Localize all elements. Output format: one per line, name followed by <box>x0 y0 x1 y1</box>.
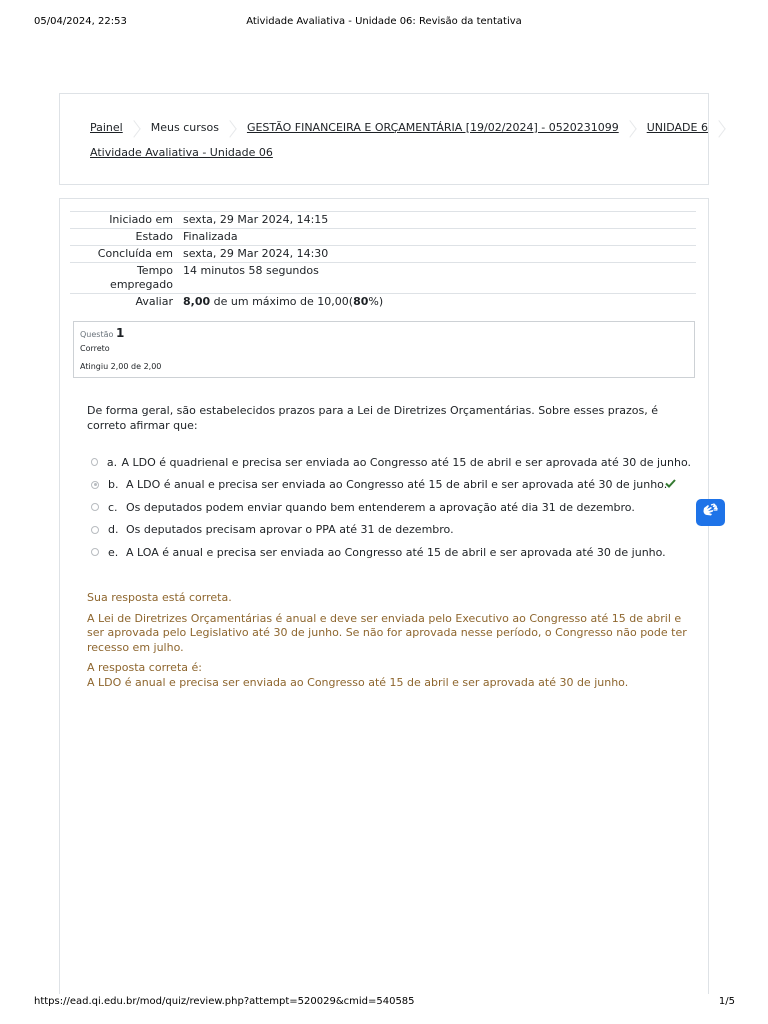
answer-letter: e. <box>108 545 119 559</box>
answer-text: Os deputados podem enviar quando bem entenderem a aprovação até dia 31 de dezembro. <box>126 500 635 514</box>
radio-button[interactable] <box>91 503 99 511</box>
answer-options <box>91 451 691 564</box>
breadcrumb-activity-link[interactable]: Atividade Avaliativa - Unidade 06 <box>90 146 273 159</box>
summary-label-line: empregado <box>110 278 173 291</box>
question-info-box <box>73 321 695 378</box>
feedback-right-answer-label: A resposta correta é: <box>87 661 202 674</box>
answer-option-c[interactable] <box>91 496 691 519</box>
radio-button[interactable] <box>91 548 99 556</box>
print-url: https://ead.qi.edu.br/mod/quiz/review.php?attempt=520029&cmid=540585 <box>34 996 415 1007</box>
sign-language-icon <box>702 503 719 522</box>
summary-row-state <box>70 229 696 246</box>
answer-letter: c. <box>108 500 118 514</box>
answer-letter: b. <box>108 478 119 492</box>
breadcrumb-row <box>90 146 273 159</box>
breadcrumb-painel-link[interactable]: Painel <box>90 120 123 134</box>
feedback-general: A Lei de Diretrizes Orçamentárias é anual e deve ser enviada pelo Executivo ao Congresso até 15 de abril e ser aprovada pelo Legislativo até 30 de junho. Se não for aprovada nesse período, o Congresso não pode ter recesso em julho. <box>87 611 687 654</box>
breadcrumb-separator-icon <box>719 118 725 136</box>
print-datetime: 05/04/2024, 22:53 <box>34 16 127 27</box>
answer-feedback <box>87 591 687 690</box>
answer-text: A LDO é anual e precisa ser enviada ao Congresso até 15 de abril e ser aprovada até 30 de junho. <box>126 478 668 492</box>
summary-value: Finalizada <box>183 230 238 243</box>
answer-option-a[interactable] <box>91 451 691 474</box>
breadcrumb-meus-cursos: Meus cursos <box>150 120 219 134</box>
attempt-summary-table <box>70 211 696 310</box>
summary-value: 14 minutos 58 segundos <box>183 264 319 277</box>
feedback-result: Sua resposta está correta. <box>87 591 232 604</box>
question-grade: Atingiu 2,00 de 2,00 <box>80 362 162 371</box>
summary-value: sexta, 29 Mar 2024, 14:15 <box>183 213 329 226</box>
summary-grade-value <box>183 295 383 309</box>
answer-text: A LOA é anual e precisa ser enviada ao Congresso até 15 de abril e ser aprovada até 30 de junho. <box>126 545 666 559</box>
answer-option-e[interactable] <box>91 541 691 564</box>
summary-label: Iniciado em <box>109 213 173 226</box>
breadcrumb-separator-icon <box>230 118 236 136</box>
answer-text: A LDO é quadrienal e precisa ser enviada ao Congresso até 15 de abril e ser aprovada até 30 de junho. <box>121 455 691 469</box>
summary-row-started <box>70 212 696 229</box>
question-number <box>80 326 124 340</box>
breadcrumb-course-link[interactable]: GESTÃO FINANCEIRA E ORÇAMENTÁRIA [19/02/2024] - 0520231099 <box>246 120 619 134</box>
breadcrumb-unit-link[interactable]: UNIDADE 6 <box>646 120 708 134</box>
print-title: Atividade Avaliativa - Unidade 06: Revisão da tentativa <box>246 16 522 27</box>
print-page-number: 1/5 <box>718 996 735 1007</box>
breadcrumb-separator-icon <box>134 118 140 136</box>
radio-button[interactable] <box>91 458 98 466</box>
question-number-value: 1 <box>115 326 125 340</box>
grade-score: 8,00 <box>183 295 211 308</box>
question-text: De forma geral, são estabelecidos prazos para a Lei de Diretrizes Orçamentárias. Sobre esses prazos, é correto afirmar que: <box>87 404 658 432</box>
answer-option-d[interactable] <box>91 519 691 542</box>
radio-button[interactable] <box>91 526 99 534</box>
grade-middle: de um máximo de 10,00( <box>210 295 354 308</box>
breadcrumb-separator-icon <box>630 118 636 136</box>
breadcrumb-row <box>90 118 725 136</box>
answer-option-b[interactable] <box>91 474 691 497</box>
grade-end: %) <box>368 295 384 308</box>
question-label: Questão <box>80 330 114 339</box>
summary-value: sexta, 29 Mar 2024, 14:30 <box>183 247 329 260</box>
quiz-review-panel <box>59 198 709 994</box>
answer-letter: d. <box>108 523 119 537</box>
question-state: Correto <box>80 344 110 353</box>
summary-label: Estado <box>135 230 173 243</box>
summary-label-line: Tempo <box>136 264 173 277</box>
grade-percent: 80 <box>353 295 369 308</box>
check-icon <box>665 478 676 491</box>
summary-label: Concluída em <box>97 247 173 260</box>
summary-label: Avaliar <box>135 295 173 308</box>
accessibility-button[interactable] <box>696 499 725 526</box>
summary-row-time <box>70 263 696 294</box>
breadcrumb <box>59 93 709 185</box>
radio-button-selected[interactable] <box>91 481 99 489</box>
answer-text: Os deputados precisam aprovar o PPA até 31 de dezembro. <box>126 523 454 537</box>
summary-row-completed <box>70 246 696 263</box>
feedback-right-answer: A LDO é anual e precisa ser enviada ao Congresso até 15 de abril e ser aprovada até 30 de junho. <box>87 675 629 689</box>
summary-row-grade <box>70 294 696 310</box>
summary-label <box>70 264 183 292</box>
answer-letter: a. <box>106 455 118 469</box>
